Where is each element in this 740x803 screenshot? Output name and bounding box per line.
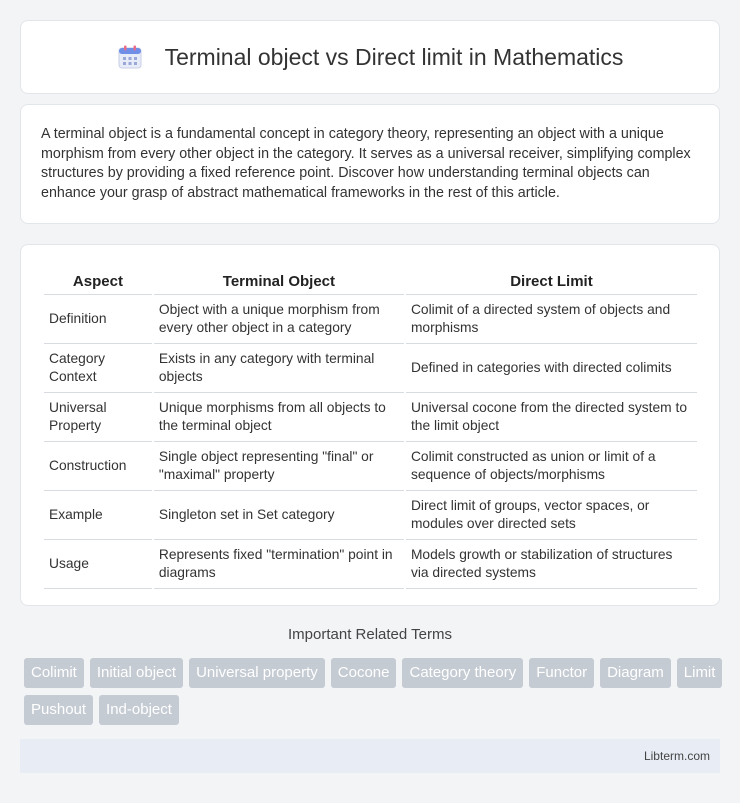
- tag-colimit[interactable]: Colimit: [24, 658, 84, 688]
- table-cell: Direct limit of groups, vector spaces, or modules over directed sets: [406, 491, 697, 540]
- table-row: [44, 393, 697, 442]
- table-cell: Definition: [44, 295, 152, 344]
- table-cell: Exists in any category with terminal objects: [154, 344, 404, 393]
- tag-category-theory[interactable]: Category theory: [402, 658, 523, 688]
- table-cell: Object with a unique morphism from every other object in a category: [154, 295, 404, 344]
- table-cell: Represents fixed "termination" point in diagrams: [154, 540, 404, 589]
- table-cell: Defined in categories with directed colimits: [406, 344, 697, 393]
- table-cell: Singleton set in Set category: [154, 491, 404, 540]
- tag-initial-object[interactable]: Initial object: [90, 658, 183, 688]
- tag-limit[interactable]: Limit: [677, 658, 723, 688]
- tag-universal-property[interactable]: Universal property: [189, 658, 325, 688]
- comparison-card: [20, 244, 720, 606]
- tag-diagram[interactable]: Diagram: [600, 658, 671, 688]
- tag-functor[interactable]: Functor: [529, 658, 594, 688]
- table-row: [44, 442, 697, 491]
- comparison-table: [42, 265, 699, 589]
- table-row: [44, 295, 697, 344]
- table-cell: Colimit of a directed system of objects and morphisms: [406, 295, 697, 344]
- table-cell: Single object representing "final" or "maximal" property: [154, 442, 404, 491]
- table-cell: Unique morphisms from all objects to the terminal object: [154, 393, 404, 442]
- tag-cocone[interactable]: Cocone: [331, 658, 397, 688]
- page-title: Terminal object vs Direct limit in Mathematics: [164, 43, 624, 70]
- column-header: Direct Limit: [406, 265, 697, 295]
- footer-site-name[interactable]: Libterm.com: [643, 749, 710, 763]
- header-card: [20, 20, 720, 94]
- table-header-row: [44, 265, 697, 295]
- table-cell: Category Context: [44, 344, 152, 393]
- related-terms-title: Important Related Terms: [288, 626, 452, 643]
- tag-ind-object[interactable]: Ind-object: [99, 695, 179, 725]
- footer: [20, 739, 720, 773]
- table-row: [44, 344, 697, 393]
- table-row: [44, 540, 697, 589]
- column-header: Terminal Object: [154, 265, 404, 295]
- intro-paragraph: A terminal object is a fundamental concept in category theory, representing an object with a unique morphism from every other object in the category. It serves as a universal receiver, simplifying complex structures by providing a fixed reference point. Discover how understanding terminal objects can enhance your grasp of abstract mathematical frameworks in the rest of this article.: [41, 126, 691, 201]
- intro-card: [20, 104, 720, 224]
- table-cell: Construction: [44, 442, 152, 491]
- table-row: [44, 491, 697, 540]
- table-cell: Colimit constructed as union or limit of a sequence of objects/morphisms: [406, 442, 697, 491]
- calendar-icon: [117, 44, 143, 70]
- table-cell: Universal cocone from the directed system to the limit object: [406, 393, 697, 442]
- related-terms-tags: [24, 658, 724, 725]
- tag-pushout[interactable]: Pushout: [24, 695, 93, 725]
- table-cell: Models growth or stabilization of structures via directed systems: [406, 540, 697, 589]
- column-header: Aspect: [44, 265, 152, 295]
- table-cell: Usage: [44, 540, 152, 589]
- table-cell: Example: [44, 491, 152, 540]
- table-cell: Universal Property: [44, 393, 152, 442]
